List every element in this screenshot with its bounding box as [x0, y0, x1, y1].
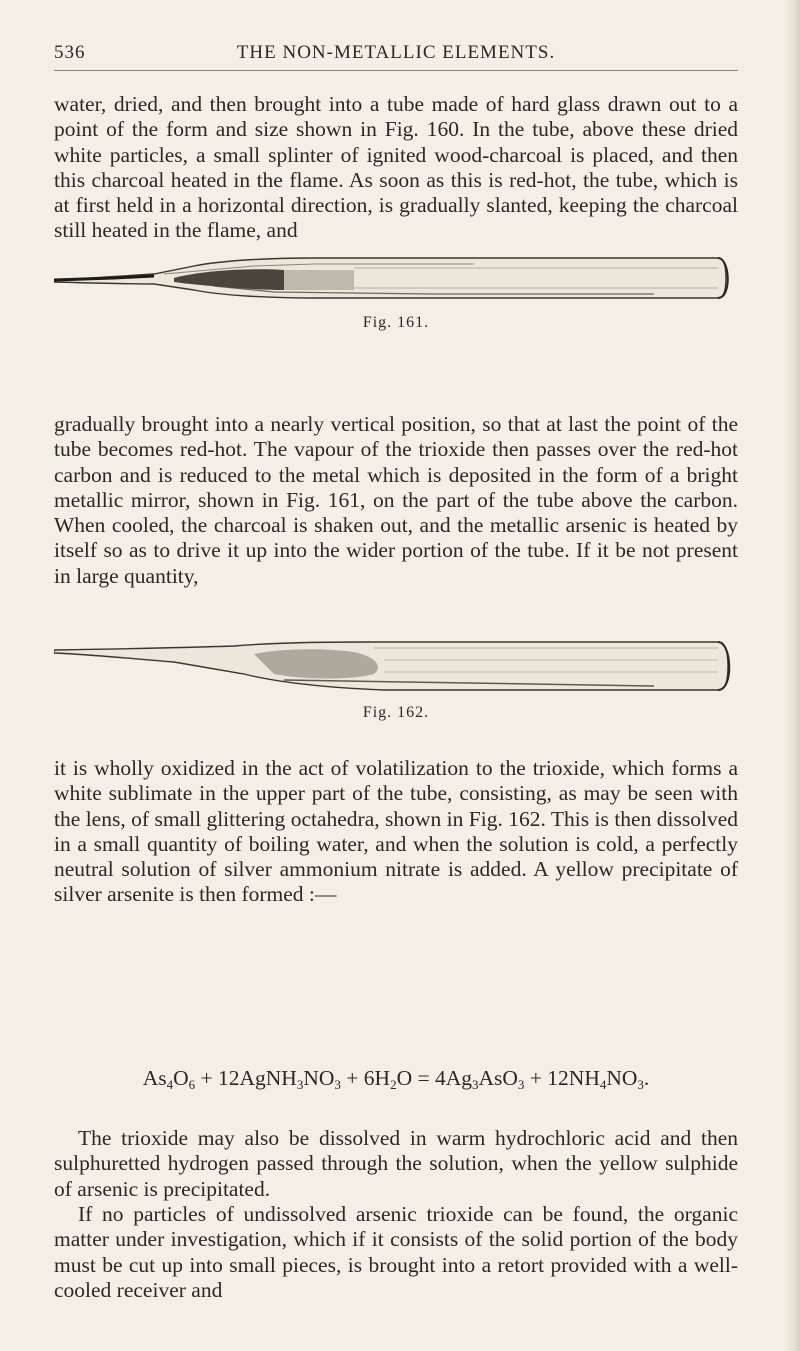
figure-161 — [54, 256, 738, 331]
paragraph-vertical-position: gradually brought into a nearly vertical position, so that at last the point of the tube becomes red-hot. The vapour of the trioxide then passes over the red-hot carbon and is reduced to the metal which is deposited in the form of a bright metallic mirror, shown in Fig. 161, on the part of the tube above the carbon. When cooled, the charcoal is shaken out, and the metallic arsenic is heated by itself so as to drive it up into the wider portion of the tube. If it be not present in large quantity, — [54, 412, 738, 588]
figure-162 — [54, 640, 738, 721]
running-title: THE NON-METALLIC ELEMENTS. — [236, 42, 556, 63]
page-edge-shadow — [784, 0, 800, 1351]
page-number: 536 — [54, 42, 86, 63]
fig162-caption: Fig. 162. — [362, 704, 430, 721]
header-rule — [54, 70, 738, 71]
running-header — [54, 42, 738, 72]
chemical-equation: $As_4O_6$ + $12AgNH_3NO_3 + 6H_2O = 4Ag_3AsO_3 + 12NH_4NO_3$. — [142, 1066, 650, 1092]
paragraph-hydrochloric: The trioxide may also be dissolved in warm hydrochloric acid and then sulphuretted hydrogen passed through the solution, when the yellow sulphide of arsenic is precipitated. — [54, 1126, 738, 1201]
fig161-tube-illustration — [54, 256, 738, 308]
paragraph-oxidation: it is wholly oxidized in the act of volatilization to the trioxide, which forms a white sublimate in the upper part of the tube, consisting, as may be seen with the lens, of small glittering octahedra, shown in Fig. 162. This is then dissolved in a small quantity of boiling water, and when the solution is cold, a perfectly neutral solution of silver ammonium nitrate is added. A yellow precipitate of silver arsenite is then formed :— — [54, 756, 738, 907]
fig162-tube-illustration — [54, 640, 738, 696]
paragraph-organic-matter: If no particles of undissolved arsenic trioxide can be found, the organic matter under investigation, which if it consists of the solid portion of the body must be cut up into small pieces, is brought into a retort provided with a well-cooled receiver and — [54, 1202, 738, 1302]
fig161-caption: Fig. 161. — [362, 314, 430, 331]
paragraph-continued: water, dried, and then brought into a tube made of hard glass drawn out to a point of the form and size shown in Fig. 160. In the tube, above these dried white particles, a small splinter of ignited wood-charcoal is placed, and then this charcoal heated in the flame. As soon as this is red-hot, the tube, which is at first held in a horizontal direction, is gradually slanted, keeping the charcoal still heated in the flame, and — [54, 92, 738, 243]
